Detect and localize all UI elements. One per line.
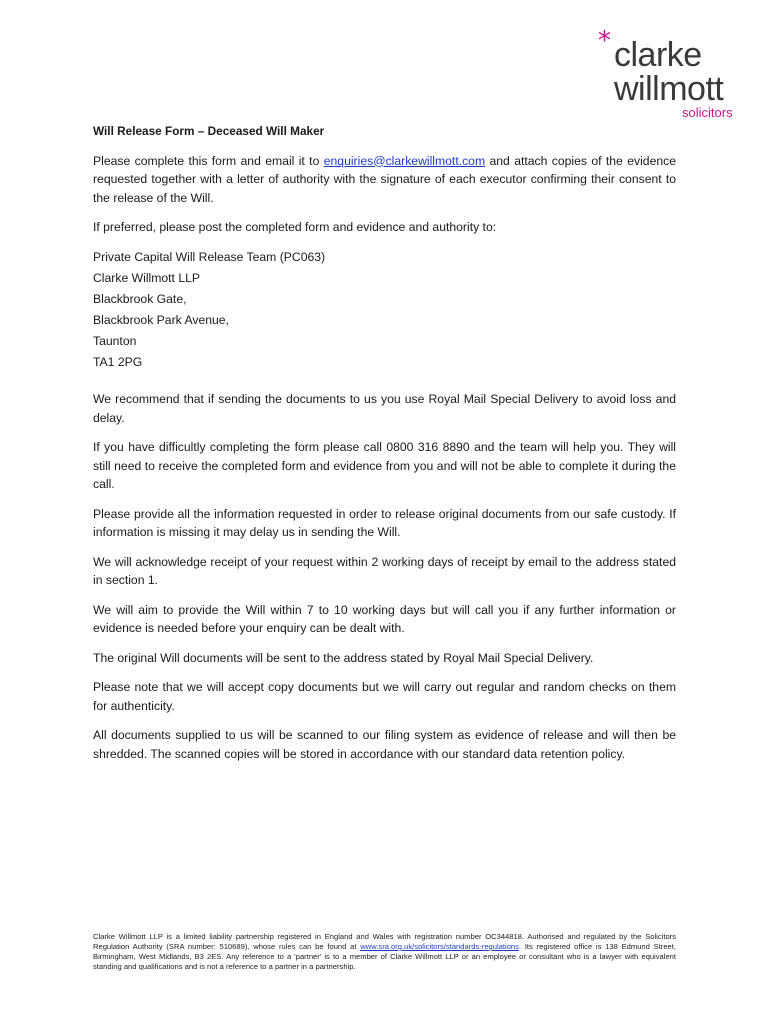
- address-line: Blackbrook Gate,: [93, 291, 187, 306]
- address-line: Clarke Willmott LLP: [93, 270, 201, 285]
- body-paragraph: We will acknowledge receipt of your request within 2 working days of receipt by email to the address stated in section 1.: [93, 554, 676, 587]
- form-title: Will Release Form – Deceased Will Maker: [93, 124, 325, 138]
- logo-word-willmott: willmott: [614, 70, 724, 108]
- logo-subtitle: solicitors: [682, 105, 733, 120]
- footer-text-before: Clarke Willmott LLP is a limited liability partnership registered in England and Wales with registration number OC344818. Authorised and regulated by the Solicitors Regulation Authority (SRA number: 510689), whose rules can be found at: [93, 932, 676, 951]
- body-paragraph: Please provide all the information requested in order to release original documents from our safe custody. If information is missing it may delay us in sending the Will.: [93, 506, 676, 539]
- postal-address: [93, 248, 676, 372]
- document-body: [93, 122, 676, 774]
- logo-star-icon: *: [598, 26, 611, 56]
- intro-text-before: Please complete this form and email it to: [93, 153, 324, 168]
- body-paragraph: If you have difficultly completing the form please call 0800 316 8890 and the team will help you. They will still need to receive the completed form and evidence from you and will not be able to complete it during the call.: [93, 440, 676, 491]
- sra-link[interactable]: www.sra.org.uk/solicitors/standards-regulations: [360, 942, 519, 951]
- logo-word-clarke: clarke: [614, 36, 702, 74]
- address-line: TA1 2PG: [93, 354, 143, 369]
- body-paragraph: We recommend that if sending the documents to us you use Royal Mail Special Delivery to avoid loss and delay.: [93, 392, 676, 425]
- intro-paragraph: [93, 152, 676, 208]
- post-instructions: If preferred, please post the completed form and evidence and authority to:: [93, 220, 497, 234]
- legal-footer: [93, 932, 676, 972]
- body-paragraph: Please note that we will accept copy documents but we will carry out regular and random checks on them for authenticity.: [93, 680, 676, 713]
- email-link[interactable]: enquiries@clarkewillmott.com: [323, 153, 486, 168]
- address-line: Private Capital Will Release Team (PC063): [93, 249, 326, 264]
- body-paragraph: All documents supplied to us will be scanned to our filing system as evidence of release and will then be shredded. The scanned copies will be stored in accordance with our standard data retention policy.: [93, 728, 676, 761]
- footer-text-after: . Its registered office is 138 Edmund Street, Birmingham, West Midlands, B3 2ES. Any reference to a 'partner' is to a member of Clarke Willmott LLP or an employee or consultant who is a lawyer with equivalent standing and qualifications and is not a reference to a partner in a partnership.: [93, 942, 677, 971]
- intro-text-after: and attach copies of the evidence requested together with a letter of authority with the signature of each executor confirming their consent to the release of the Will.: [93, 153, 676, 205]
- address-line: Blackbrook Park Avenue,: [93, 312, 229, 327]
- body-paragraph: We will aim to provide the Will within 7 to 10 working days but will call you if any further information or evidence is needed before your enquiry can be dealt with.: [93, 602, 676, 635]
- body-paragraph: The original Will documents will be sent to the address stated by Royal Mail Special Delivery.: [93, 650, 594, 665]
- address-line: Taunton: [93, 333, 137, 348]
- clarke-willmott-logo: [598, 26, 748, 122]
